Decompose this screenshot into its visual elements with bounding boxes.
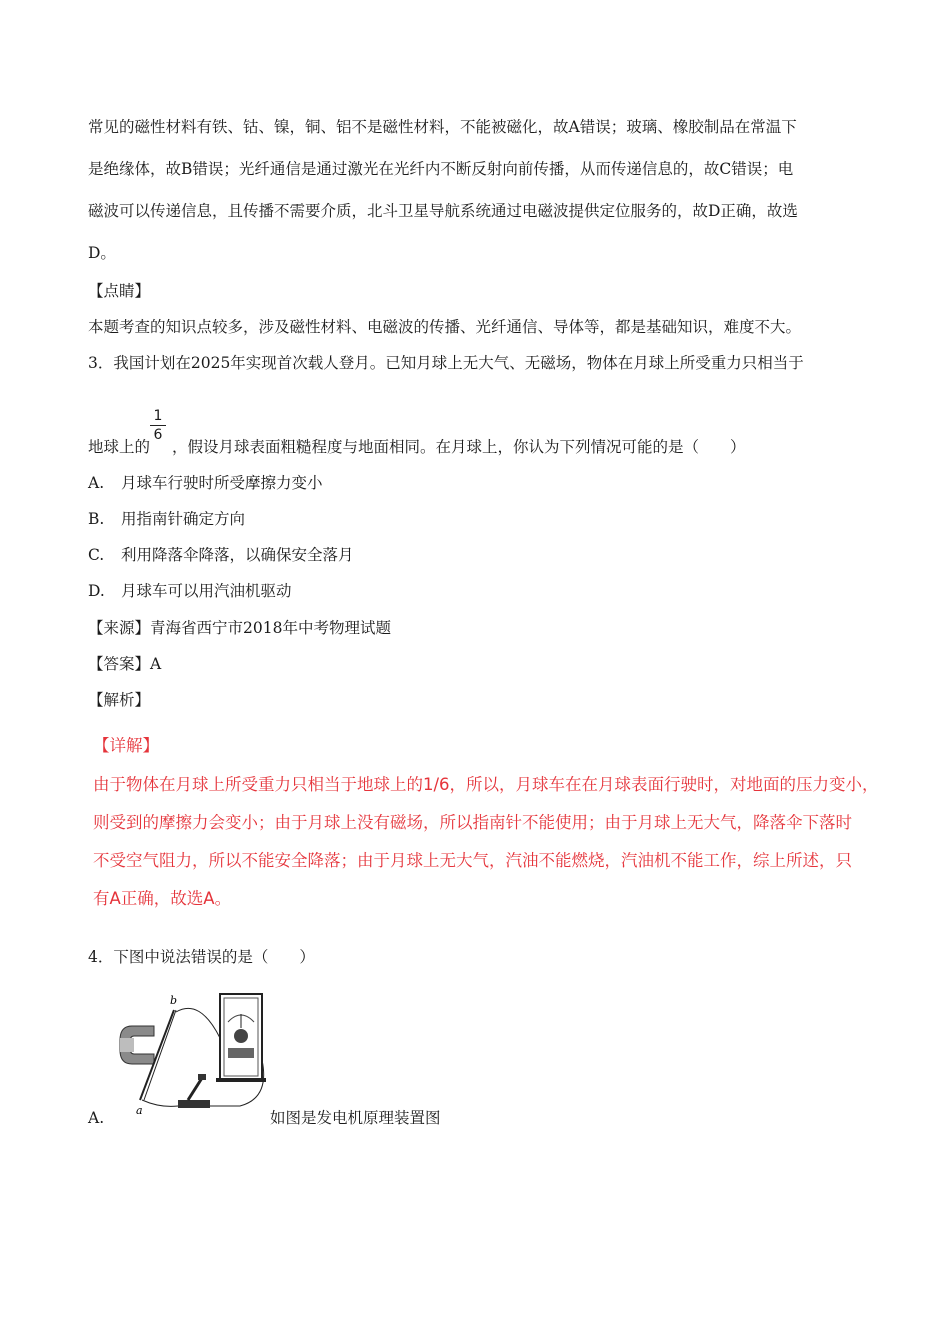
explanation-line-4: D。 — [88, 244, 116, 262]
detail-line-1: 由于物体在月球上所受重力只相当于地球上的1/6，所以，月球车在在月球表面行驶时，对地面的压力变小， — [93, 775, 879, 794]
option-letter: D. — [88, 582, 105, 600]
option-letter: A. — [88, 474, 105, 492]
option-text: 利用降落伞降落，以确保安全落月 — [121, 546, 354, 564]
q3-stem-post: ，假设月球表面粗糙程度与地面相同。在月球上，你认为下列情况可能的是（ ） — [172, 438, 746, 456]
q3-stem-line-2 — [88, 436, 746, 458]
answer-label: 【答案】 — [88, 655, 151, 673]
q4-stem: 4．下图中说法错误的是（ ） — [88, 948, 315, 966]
label-b: b — [170, 994, 178, 1007]
fraction-denominator: 6 — [153, 427, 163, 443]
source-label: 【来源】 — [88, 619, 151, 637]
q3-answer — [88, 653, 161, 675]
q3-source — [88, 617, 391, 639]
answer-text: A — [150, 655, 162, 673]
option-letter: B. — [88, 510, 105, 528]
wire-icon — [176, 1008, 220, 1038]
point-heading: 【点睛】 — [88, 282, 151, 300]
wire-icon — [142, 1100, 178, 1106]
option-letter: C. — [88, 546, 105, 564]
label-a: a — [136, 1104, 143, 1117]
point-text: 本题考查的知识点较多，涉及磁性材料、电磁波的传播、光纤通信、导体等，都是基础知识，难度不大。 — [88, 318, 802, 336]
generator-experiment-figure — [110, 988, 270, 1118]
option-text: 用指南针确定方向 — [121, 510, 246, 528]
generator-figure-svg — [110, 988, 270, 1118]
fraction-numerator: 1 — [153, 408, 163, 424]
explanation-line-3: 磁波可以传递信息，且传播不需要介质，北斗卫星导航系统通过电磁波提供定位服务的，故D正确，故选 — [88, 202, 798, 220]
magnet-pole-icon — [120, 1038, 134, 1052]
q3-option-b — [88, 508, 245, 530]
q3-analysis-label: 【解析】 — [88, 691, 151, 709]
q4-option-a-letter: A. — [88, 1109, 105, 1127]
explanation-line-2: 是绝缘体，故B错误；光纤通信是通过激光在光纤内不断反射向前传播，从而传递信息的，故C错误；电 — [88, 160, 794, 178]
fraction-bar — [150, 425, 166, 426]
option-text: 月球车可以用汽油机驱动 — [121, 582, 292, 600]
detail-line-4: 有A正确，故选A。 — [93, 889, 232, 908]
detail-line-3: 不受空气阻力，所以不能安全降落；由于月球上无大气，汽油不能燃烧，汽油机不能工作，综上所述，只 — [93, 851, 852, 870]
q3-stem-pre: 地球上的 — [88, 438, 151, 456]
switch-icon — [178, 1100, 210, 1108]
detail-line-2: 则受到的摩擦力会变小；由于月球上没有磁场，所以指南针不能使用；由于月球上无大气，降落伞下落时 — [93, 813, 852, 832]
q3-option-c — [88, 544, 354, 566]
q3-option-a — [88, 472, 323, 494]
q4-option-a-text: 如图是发电机原理装置图 — [270, 1109, 441, 1127]
detail-label: 【详解】 — [93, 736, 159, 755]
explanation-line-1: 常见的磁性材料有铁、钴、镍，铜、铝不是磁性材料，不能被磁化，故A错误；玻璃、橡胶制品在常温下 — [88, 118, 797, 136]
q3-option-d — [88, 580, 292, 602]
q3-stem-line-1: 3．我国计划在2025年实现首次载人登月。已知月球上无大气、无磁场，物体在月球上所受重力只相当于 — [88, 354, 804, 372]
source-text: 青海省西宁市2018年中考物理试题 — [150, 619, 391, 637]
option-text: 月球车行驶时所受摩擦力变小 — [121, 474, 323, 492]
